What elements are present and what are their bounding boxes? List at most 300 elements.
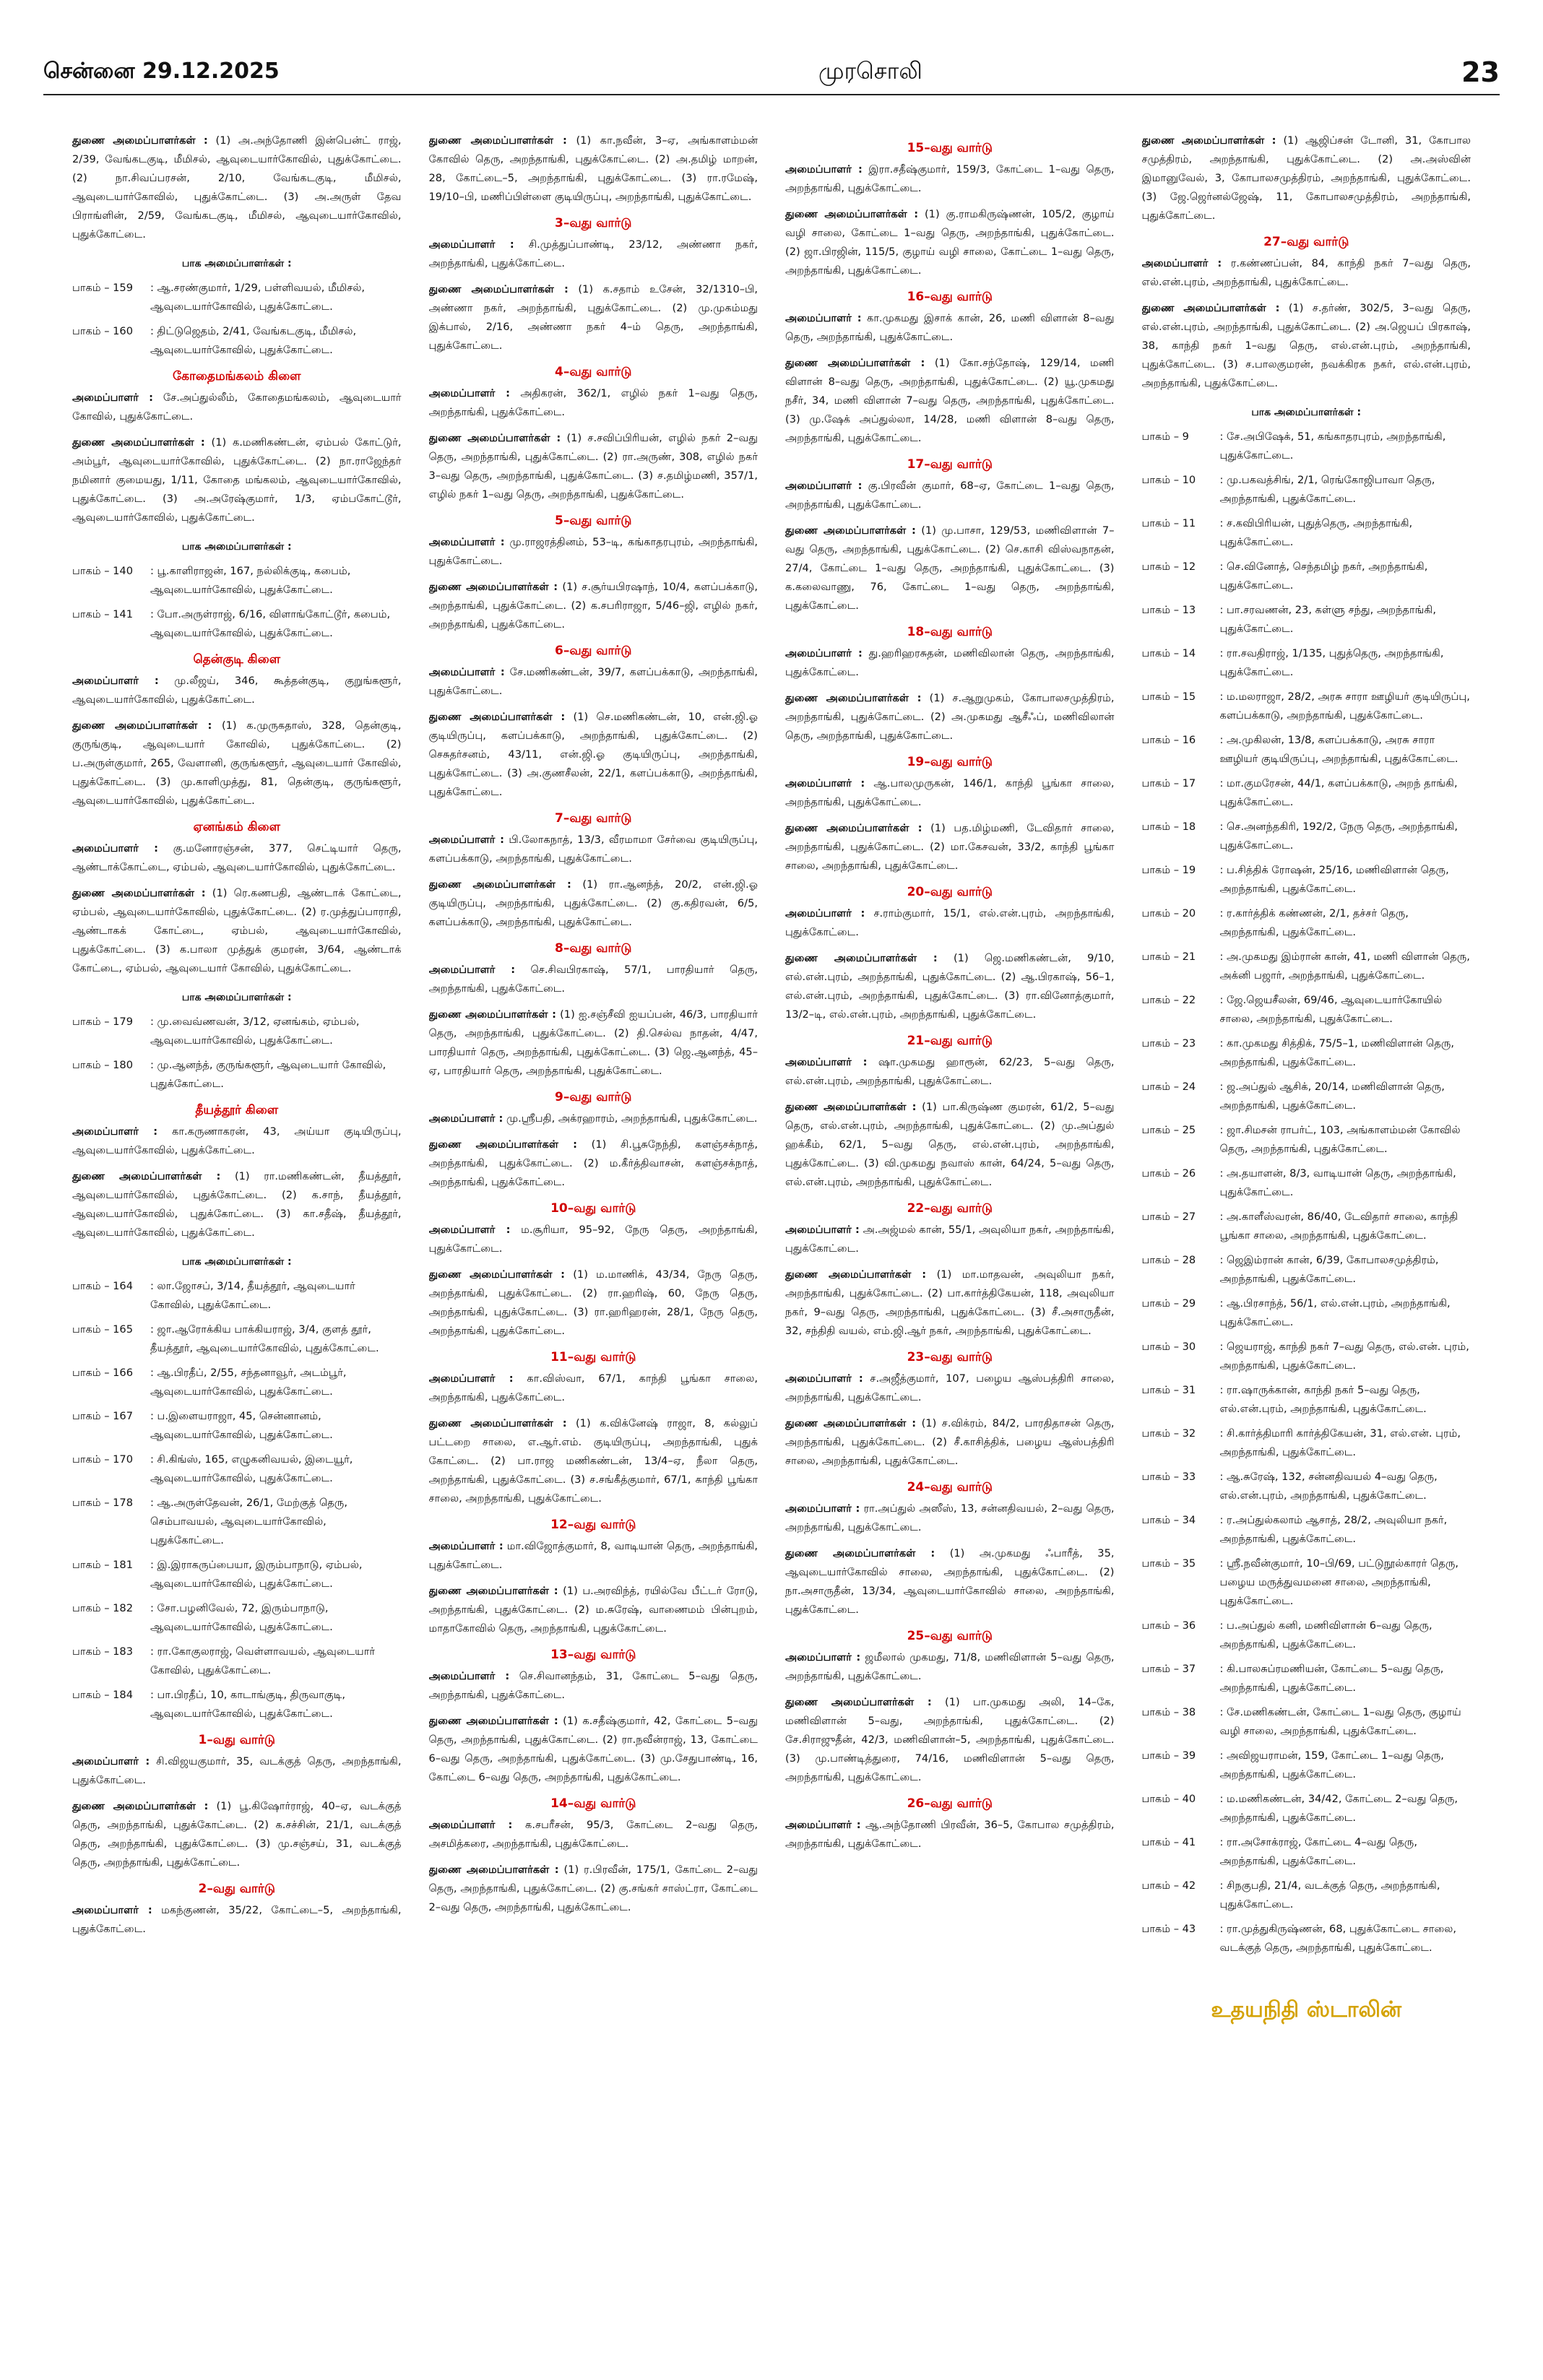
role-label: துணை அமைப்பாளர்கள் : (428, 1008, 556, 1021)
office-bearer-entry (72, 1122, 402, 1160)
booth-row (1142, 1078, 1471, 1115)
booth-number: பாகம் – 31 (1141, 1384, 1196, 1396)
role-label: அமைப்பாளர் : (785, 312, 862, 324)
booth-person: : சி.கிங்ஸ், 165, எழுகனிவயல், இடையூர், ஆவுடையார்கோவில், புதுக்கோட்டை. (150, 1453, 353, 1484)
entry-text: (1) க.மணிகண்டன், ஏம்பல் கோட்டுர், அம்பூர், ஆவுடையார்கோவில், புதுக்கோட்டை. (2) நா.ராஜேந்தர் நமினார் குமையது, 1/11, கோதை மங்கலம், ஆவுடையார்கோவில், புதுக்கோட்டை. (3) அ.அரேஷ்குமார், 1/3, ஏம்பகோட்டூர், ஆவுடையார்கோவில், புதுக்கோட்டை. (72, 436, 402, 524)
booth-person: : ர.அப்துல்கலாம் ஆசாத், 28/2, அவுலியா நகர், அறந்தாங்கி, புதுக்கோட்டை. (1219, 1514, 1448, 1545)
role-label: அமைப்பாளர் : (785, 1819, 861, 1831)
office-bearer-entry (785, 1414, 1115, 1471)
booth-person: : ர.கார்த்திக் கண்ணன், 2/1, தச்சர் தெரு, அறந்தாங்கி, புதுக்கோட்டை. (1219, 907, 1409, 938)
entry-text: (1) ச.ஆறுமுகம், கோபாலசமுத்திரம், அறந்தாங்கி, புதுக்கோட்டை. (2) அ.முகமது ஆசீஃப், மணிவிலான் தெரு, அறந்தாங்கி, புதுக்கோட்டை. (785, 692, 1115, 742)
booth-person: : ஆ.பிரசாந்த், 56/1, எல்.என்.புரம், அறந்தாங்கி, புதுக்கோட்டை. (1219, 1297, 1451, 1328)
booth-person: : ப.இளையராஜா, 45, சென்னானம், ஆவுடையார்கோவில், புதுக்கோட்டை. (150, 1410, 333, 1441)
booth-number: பாகம் – 25 (1141, 1124, 1196, 1136)
role-label: துணை அமைப்பாளர்கள் : (785, 524, 916, 537)
entry-text: இரா.சதீஷ்குமார், 159/3, கோட்டை 1–வது தெரு, அறந்தாங்கி, புதுக்கோட்டை. (785, 163, 1115, 194)
booth-number: பாகம் – 32 (1141, 1427, 1196, 1440)
entry-text: (1) அ.முகமது ஃபாரீத், 35, ஆவுடையார்கோவில் சாலை, அறந்தாங்கி, புதுக்கோட்டை. (2) நா.அசாருதீன், 13/34, ஆவுடையார்கோவில் சாலை, அறந்தாங்கி, புதுக்கோட்டை. (785, 1547, 1115, 1616)
issue-date: சென்னை 29.12.2025 (43, 58, 280, 84)
entry-text: ம.சூரியா, 95–92, நேரு தெரு, அறந்தாங்கி, புதுக்கோட்டை. (428, 1224, 758, 1255)
booth-row (1142, 904, 1471, 942)
booth-number: பாகம் – 167 (72, 1410, 133, 1422)
role-label: துணை அமைப்பாளர்கள் : (72, 719, 212, 732)
section-heading: 3–வது வார்டு (555, 216, 632, 230)
entry-text: (1) கா.நவீன், 3–ஏ, அங்காளம்மன் கோவில் தெரு, அறந்தாங்கி, புதுக்கோட்டை. (2) அ.தமிழ் மாறன், 28, கோட்டை–5, அறந்தாங்கி, புதுக்கோட்டை. (3) ரா.ரமேஷ், 19/10–பி, மணிப்பிள்ளை குடியிருப்பு, அறந்தாங்கி, புதுக்கோட்டை. (428, 134, 758, 203)
booth-number: பாகம் – 160 (72, 325, 133, 337)
entry-text: (1) ஜெ.மணிகண்டன், 9/10, எல்.என்.புரம், அறந்தாங்கி, புதுக்கோட்டை. (2) ஆ.பிரகாஷ், 56–1, எல்.என்.புரம், அறந்தாங்கி, புதுக்கோட்டை. (3) ரா.வினோத்குமார், 13/2–டி, எல்.என்.புரம், அறந்தாங்கி, புதுக்கோட்டை. (785, 952, 1115, 1021)
role-label: துணை அமைப்பாளர்கள் : (1141, 134, 1276, 147)
office-bearer-entry (785, 819, 1115, 875)
booth-number: பாகம் – 22 (1141, 994, 1196, 1006)
office-bearer-entry (72, 1797, 402, 1872)
role-label: அமைப்பாளர் : (428, 238, 514, 251)
booth-row (72, 1364, 402, 1401)
role-label: துணை அமைப்பாளர்கள் : (428, 711, 566, 723)
booth-person: : ஸ்ரீ.நவீன்குமார், 10–பி/69, பட்டுநூல்காரர் தெரு, பழைய மருத்துவமனை சாலை, அறந்தாங்கி, புதுக்கோட்டை. (1219, 1557, 1458, 1607)
entry-text: (1) க.முருகதாஸ், 328, தென்குடி, குருங்குடி, ஆவுடையார் கோவில், புதுக்கோட்டை. (2) ப.அருள்குமார், 265, வேளானி, குருங்களூர், ஆவுடையார் கோவில், புதுக்கோட்டை. (3) மு.காளிமுத்து, 81, தென்குடி, குருங்களூர், ஆவுடையார்கோவில், புதுக்கோட்டை. (72, 719, 402, 807)
booth-person: : சே.அபிஷேக், 51, கங்காதரபுரம், அறந்தாங்கி, புதுக்கோட்டை. (1219, 430, 1446, 462)
role-label: துணை அமைப்பாளர்கள் : (72, 436, 205, 449)
office-bearer-entry (429, 1667, 758, 1705)
section-heading: 8–வது வார்டு (555, 941, 632, 956)
section-heading: 15–வது வார்டு (907, 141, 993, 155)
role-label: அமைப்பாளர் : (785, 647, 863, 659)
entry-text: பி.லோகநாத், 13/3, வீரமாமா சேர்வை குடியிருப்பு, களப்பக்காடு, அறந்தாங்கி, புதுக்கோட்டை. (428, 834, 758, 865)
booth-number: பாகம் – 140 (72, 565, 133, 577)
booth-row (1142, 514, 1471, 552)
entry-text: ஆ.அந்தோணி பிரவீன், 36–5, கோபால சமுத்திரம், அறந்தாங்கி, புதுக்கோட்டை. (785, 1819, 1115, 1850)
booth-number: பாகம் – 23 (1141, 1037, 1196, 1050)
role-label: துணை அமைப்பாளர்கள் : (72, 1800, 209, 1812)
office-bearer-entry (785, 477, 1115, 514)
booth-number: பாகம் – 35 (1141, 1557, 1196, 1570)
role-label: அமைப்பாளர் : (785, 1224, 860, 1236)
booth-number: பாகம் – 38 (1141, 1706, 1196, 1718)
office-bearer-entry (785, 689, 1115, 745)
booth-person: : ஜ.அப்துல் ஆசிக், 20/14, மணிவிளான் தெரு, அறந்தாங்கி, புதுக்கோட்டை. (1219, 1081, 1445, 1112)
role-label: துணை அமைப்பாளர்கள் : (785, 1417, 917, 1429)
entry-text: ர.கண்ணப்பன், 84, காந்தி நகர் 7–வது தெரு, எல்.என்.புரம், அறந்தாங்கி, புதுக்கோட்டை. (1141, 257, 1471, 288)
booth-person: : மு.பகவத்சிங், 2/1, ரெங்கோஜிபாவா தெரு, அறந்தாங்கி, புதுக்கோட்டை. (1219, 474, 1435, 505)
booth-person: : கா.முகமது சித்திக், 75/5–1, மணிவிளான் தெரு, அறந்தாங்கி, புதுக்கோட்டை. (1219, 1037, 1455, 1068)
booth-number: பாகம் – 15 (1141, 691, 1196, 703)
section-heading: 10–வது வார்டு (550, 1201, 636, 1216)
role-label: துணை அமைப்பாளர்கள் : (428, 283, 569, 295)
booth-number: பாகம் – 20 (1141, 907, 1196, 919)
role-label: அமைப்பாளர் : (72, 675, 159, 687)
office-bearer-entry (429, 235, 758, 273)
booth-person: : மு.ஆனந்த், குருங்களூர், ஆவுடையார் கோவில், புதுக்கோட்டை. (150, 1059, 386, 1090)
section-heading: 25–வது வார்டு (907, 1629, 993, 1643)
entry-text: (1) க.விக்னேஷ் ராஜா, 8, கல்லுப் பட்டறை சாலை, எ.ஆர்.எம். குடியிருப்பு, அறந்தாங்கி, புதுக் கோட்டை. (2) பா.ராஜ மணிகண்டன், 13/4–ஏ, நீலா தெரு, அறந்தாங்கி, புதுக்கோட்டை. (3) ச.சங்கீத்குமார், 67/1, காந்தி பூங்கா சாலை, அறந்தாங்கி, புதுக்கோட்டை. (428, 1417, 758, 1505)
entry-text: ஆ.பாலமுருகன், 146/1, காந்தி பூங்கா சாலை, அறந்தாங்கி, புதுக்கோட்டை. (785, 777, 1115, 808)
office-bearer-entry (429, 131, 758, 207)
office-bearer-entry (785, 1816, 1115, 1853)
booth-person: : மு.வைவ்ணவன், 3/12, ஏனங்கம், ஏம்பல், ஆவுடையார்கோவில், புதுக்கோட்டை. (150, 1016, 360, 1047)
entry-text: ச.அஜீத்குமார், 107, பழைய ஆஸ்பத்திரி சாலை, அறந்தாங்கி, புதுக்கோட்டை. (785, 1372, 1115, 1403)
entry-text: (1) க.சதாம் உசேன், 32/1310–பி, அண்ணா நகர், அறந்தாங்கி, புதுக்கோட்டை. (2) மு.முகம்மது இக்பால், 2/16, அண்ணா நகர் 4–ம் தெரு, அறந்தாங்கி, புதுக்கோட்டை. (428, 283, 758, 352)
booth-number: பாகம் – 179 (72, 1016, 133, 1028)
office-bearer-entry (72, 1752, 402, 1790)
booth-row (72, 1056, 402, 1094)
role-label: அமைப்பாளர் : (1141, 257, 1222, 269)
booth-person: : செ.அனந்தகிரி, 192/2, நேரு தெரு, அறந்தாங்கி, புதுக்கோட்டை. (1219, 821, 1458, 852)
section-heading: 23–வது வார்டு (907, 1350, 993, 1364)
office-bearer-entry (429, 1816, 758, 1853)
booth-number: பாகம் – 33 (1141, 1471, 1196, 1483)
booth-row (1142, 1790, 1471, 1827)
section-heading: 4–வது வார்டு (555, 365, 632, 379)
booth-row (1142, 428, 1471, 465)
office-bearer-entry (785, 309, 1115, 347)
section-heading: 7–வது வார்டு (555, 811, 632, 826)
role-label: அமைப்பாளர் : (785, 1651, 861, 1663)
booth-person: : அ.முகிலன், 13/8, களப்பக்காடு, அரசு சாரா ஊழியர் குடியிருப்பு, அறந்தாங்கி, புதுக்கோட்டை. (1219, 734, 1458, 765)
entry-text: ரா.அப்துல் அஸீஸ், 13, சன்னதிவயல், 2–வது தெரு, அறந்தாங்கி, புதுக்கோட்டை. (785, 1502, 1115, 1533)
booth-person: : ரா.அசோக்ராஜ், கோட்டை 4–வது தெரு, அறந்தாங்கி, புதுக்கோட்டை. (1219, 1836, 1417, 1867)
booth-row (72, 279, 402, 316)
office-bearer-entry (429, 578, 758, 634)
office-bearer-entry (785, 949, 1115, 1024)
booth-person: : ப.சித்திக் ரோஷன், 25/16, மணிவிளான் தெரு, அறந்தாங்கி, புதுக்கோட்டை. (1219, 864, 1449, 895)
booth-row (1142, 644, 1471, 682)
role-label: துணை அமைப்பாளர்கள் : (785, 208, 919, 220)
booth-person: : ஜா.சிமசன் ராபர்ட், 103, அங்காளம்மன் கோவில் தெரு, அறந்தாங்கி, புதுக்கோட்டை. (1219, 1124, 1461, 1155)
role-label: அமைப்பாளர் : (72, 842, 158, 854)
entry-text: மா.விஜோத்குமார், 8, வாடியான் தெரு, அறந்தாங்கி, புதுக்கோட்டை. (428, 1540, 758, 1571)
section-heading: தீயத்தூர் கிளை (195, 1103, 279, 1117)
booth-person: : அவிஜயராமன், 159, கோட்டை 1–வது தெரு, அறந்தாங்கி, புதுக்கோட்டை. (1219, 1749, 1444, 1780)
booth-row (1142, 601, 1471, 639)
office-bearer-entry (429, 1414, 758, 1508)
section-heading: 20–வது வார்டு (907, 885, 993, 899)
booth-person: : இ.இராகருப்பையா, இரும்பாநாடு, ஏம்பல், ஆவுடையார்கோவில், புதுக்கோட்டை. (150, 1559, 363, 1590)
entry-text: (1) சி.பூசுநேந்தி, களஞ்சக்நாத், அறந்தாங்கி, புதுக்கோட்டை. (2) ம.கீர்த்திவாசன், களஞ்சக்நாத், அறந்தாங்கி, புதுக்கோட்டை. (428, 1138, 758, 1188)
office-bearer-entry (785, 1369, 1115, 1407)
booth-number: பாகம் – 36 (1141, 1619, 1196, 1632)
booth-row (1142, 1294, 1471, 1332)
entry-text: ச.ராம்குமார், 15/1, எல்.என்.புரம், அறந்தாங்கி, புதுக்கோட்டை. (785, 907, 1115, 938)
booth-number: பாகம் – 34 (1141, 1514, 1196, 1526)
role-label: அமைப்பாளர் : (785, 480, 863, 492)
booth-person: : மா.குமரேசன், 44/1, களப்பக்காடு, அறந் தாங்கி, புதுக்கோட்டை. (1219, 777, 1458, 808)
booth-number: பாகம் – 28 (1141, 1254, 1196, 1266)
office-bearer-entry (785, 354, 1115, 448)
role-label: அமைப்பாளர் : (72, 1125, 158, 1138)
article-columns (72, 131, 1471, 2342)
office-bearer-entry (785, 1221, 1115, 1258)
subheading: பாக அமைப்பாளர்கள் : (181, 541, 292, 553)
role-label: துணை அமைப்பாளர்கள் : (1141, 302, 1280, 314)
column-2 (429, 131, 758, 2342)
entry-text: (1) பா.முகமது அலி, 14–கே, மணிவிளான் 5–வது, அறந்தாங்கி, புதுக்கோட்டை. (2) சே.சிராஜுதீன், 42/3, மணிவிளான்–5, அறந்தாங்கி, புதுக்கோட்டை. (3) மு.பாண்டித்துரை, 74/16, மணிவிளான் 5–வது தெரு, அறந்தாங்கி, புதுக்கோட்டை. (785, 1696, 1115, 1783)
booth-number: பாகம் – 178 (72, 1497, 133, 1509)
booth-person: : ஆ.சுரேஷ், 132, சன்னதிவயல் 4–வது தெரு, எல்.என்.புரம், அறந்தாங்கி, புதுக்கோட்டை. (1219, 1471, 1438, 1502)
section-heading: 24–வது வார்டு (907, 1480, 993, 1494)
booth-row (1142, 991, 1471, 1029)
entry-text: ஜமீலால் முகமது, 71/8, மணிவிளான் 5–வது தெரு, அறந்தாங்கி, புதுக்கோட்டை. (785, 1651, 1115, 1682)
entry-text: (1) ச.சவிப்பிரியன், எழில் நகர் 2–வது தெரு, அறந்தாங்கி, புதுக்கோட்டை. (2) ரா.அருண், 308, எழில் நகர் 3–வது தெரு, அறந்தாங்கி, புதுக்கோட்டை. (3) ச.தமிழ்மணி, 357/1, எழில் நகர் 1–வது தெரு, அறந்தாங்கி, புதுக்கோட்டை. (428, 432, 758, 501)
page-number: 23 (1461, 56, 1500, 88)
entry-text: (1) கு.ராமகிருஷ்ணன், 105/2, குழாய் வழி சாலை, கோட்டை 1–வது தெரு, அறந்தாங்கி, புதுக்கோட்டை. (2) ஜா.பிரஜின், 115/5, குழாய் வழி சாலை, கோட்டை 1–வது தெரு, அறந்தாங்கி, புதுக்கோட்டை. (785, 208, 1115, 277)
booth-person: : பா.சரவணன், 23, கள்ளு சந்து, அறந்தாங்கி, புதுக்கோட்டை. (1219, 604, 1436, 635)
office-bearer-entry (429, 1861, 758, 1917)
entry-text: (1) பா.கிருஷ்ண குமரன், 61/2, 5–வது தெரு, எல்.என்.புரம், அறந்தாங்கி, புதுக்கோட்டை. (2) மு.அப்துல் ஹக்கீம், 62/1, 5–வது தெரு, எல்.என்.புரம், அறந்தாங்கி, புதுக்கோட்டை. (3) வி.முகமது நவாஸ் கான், 64/24, 5–வது தெரு, எல்.என்.புரம், அறந்தாங்கி, புதுக்கோட்டை. (785, 1101, 1115, 1188)
role-label: அமைப்பாளர் : (428, 1224, 511, 1236)
booth-person: : ரா.கோகுலராஜ், வெள்ளாவயல், ஆவுடையார் கோவில், புதுக்கோட்டை. (150, 1645, 376, 1676)
office-bearer-entry (429, 533, 758, 571)
booth-row (1142, 1338, 1471, 1375)
booth-number: பாகம் – 182 (72, 1602, 133, 1614)
role-label: அமைப்பாளர் : (785, 907, 865, 919)
role-label: துணை அமைப்பாளர்கள் : (785, 357, 925, 369)
booth-person: : ஆ.பிரதீப், 2/55, சந்தனாவூர், அடம்பூர், ஆவுடையார்கோவில், புதுக்கோட்டை. (150, 1367, 347, 1398)
entry-text: சி.முத்துப்பாண்டி, 23/12, அண்ணா நகர், அறந்தாங்கி, புதுக்கோட்டை. (428, 238, 758, 269)
section-heading: 6–வது வார்டு (555, 644, 632, 658)
booth-row (72, 1277, 402, 1315)
entry-text: (1) பத.மிழ்மணி, டேவிதார் சாலை, அறந்தாங்கி, புதுக்கோட்டை. (2) மா.கேசவன், 33/2, காந்தி பூங்கா சாலை, அறந்தாங்கி, புதுக்கோட்டை. (785, 822, 1115, 872)
role-label: அமைப்பாளர் : (72, 1755, 150, 1767)
role-label: துணை அமைப்பாளர்கள் : (72, 134, 208, 147)
entry-text: (1) ரா.மணிகண்டன், தீயத்தூர், ஆவுடையார்கோவில், புதுக்கோட்டை. (2) க.சாந், தீயத்தூர், ஆவுடையார்கோவில், புதுக்கோட்டை. (3) கா.சதீஷ், தீயத்தூர், ஆவுடையார்கோவில், புதுக்கோட்டை. (72, 1170, 402, 1239)
entry-text: கா.முகமது இசாக் கான், 26, மணி விளான் 8–வது தெரு, அறந்தாங்கி, புதுக்கோட்டை. (785, 312, 1115, 343)
entry-text: (1) கோ.சந்தோஷ், 129/14, மணி விளான் 8–வது தெரு, அறந்தாங்கி, புதுக்கோட்டை. (2) யூ.முகமது நசீர், 34, மணி விளான் 7–வது தெரு, அறந்தாங்கி, புதுக்கோட்டை. (3) மு.ஷேக் அப்துல்லா, 14/28, மணி விளான் 8–வது தெரு, அறந்தாங்கி, புதுக்கோட்டை. (785, 357, 1115, 444)
booth-person: : பா.பிரதீப், 10, காடாங்குடி, திருவாகுடி, ஆவுடையார்கோவில், புதுக்கோட்டை. (150, 1689, 345, 1720)
entry-text: மு.லீஜய், 346, கூத்தன்குடி, குறுங்களூர், ஆவுடையார்கோவில், புதுக்கோட்டை. (72, 675, 402, 706)
role-label: துணை அமைப்பாளர்கள் : (785, 952, 938, 964)
booth-row (1142, 1381, 1471, 1419)
booth-number: பாகம் – 43 (1141, 1923, 1196, 1935)
role-label: அமைப்பாளர் : (428, 1372, 514, 1385)
role-label: அமைப்பாளர் : (785, 1056, 868, 1068)
booth-row (1142, 818, 1471, 855)
section-heading: 2–வது வார்டு (198, 1882, 275, 1896)
role-label: துணை அமைப்பாளர்கள் : (72, 1170, 221, 1182)
entry-text: சி.விஜயகுமார், 35, வடக்குத் தெரு, அறந்தாங்கி, புதுக்கோட்டை. (72, 1755, 402, 1786)
booth-number: பாகம் – 9 (1141, 430, 1189, 443)
section-heading: 16–வது வார்டு (907, 290, 993, 304)
subheading: பாக அமைப்பாளர்கள் : (181, 992, 292, 1003)
entry-text: (1) செ.மணிகண்டன், 10, என்.ஜி.ஓ குடியிருப்பு, களப்பக்காடு, அறந்தாங்கி, புதுக்கோட்டை. (2) செசுதர்சனம், 43/11, என்.ஜி.ஓ குடியிருப்பு, அறந்தாங்கி, புதுக்கோட்டை. (3) அ.குணசீலன், 22/1, களப்பக்காடு, அறந்தாங்கி, புதுக்கோட்டை. (428, 711, 758, 798)
section-heading: 18–வது வார்டு (907, 625, 993, 639)
role-label: துணை அமைப்பாளர்கள் : (428, 581, 558, 593)
role-label: அமைப்பாளர் : (428, 1112, 503, 1125)
signature: உதயநிதி ஸ்டாலின் (1211, 1997, 1402, 2022)
role-label: துணை அமைப்பாளர்கள் : (428, 1585, 558, 1597)
booth-row (72, 1599, 402, 1637)
booth-number: பாகம் – 18 (1141, 821, 1196, 833)
role-label: அமைப்பாளர் : (428, 1540, 503, 1552)
office-bearer-entry (429, 429, 758, 504)
booth-person: : சி.கார்த்திமாரி கார்த்திகேயன், 31, எல்.என். புரம், அறந்தாங்கி, புதுக்கோட்டை. (1219, 1427, 1461, 1458)
office-bearer-entry (429, 1369, 758, 1407)
entry-text: மகந்குணன், 35/22, கோட்டை–5, அறந்தாங்கி, புதுக்கோட்டை. (72, 1904, 402, 1935)
office-bearer-entry (785, 522, 1115, 615)
booth-person: : கி.பாலசுப்ரமணியன், கோட்டை 5–வது தெரு, அறந்தாங்கி, புதுக்கோட்டை. (1219, 1663, 1444, 1694)
booth-number: பாகம் – 14 (1141, 647, 1196, 659)
office-bearer-entry (429, 708, 758, 802)
role-label: அமைப்பாளர் : (428, 387, 511, 399)
office-bearer-entry (785, 904, 1115, 942)
role-label: துணை அமைப்பாளர்கள் : (428, 1138, 577, 1151)
booth-number: பாகம் – 181 (72, 1559, 133, 1571)
column-4 (1142, 131, 1471, 2342)
role-label: துணை அமைப்பாளர்கள் : (785, 822, 922, 834)
booth-person: : ஜெயராஜ், காந்தி நகர் 7–வது தெரு, எல்.என். புரம், அறந்தாங்கி, புதுக்கோட்டை. (1219, 1341, 1469, 1372)
office-bearer-entry (72, 884, 402, 978)
booth-row (72, 1643, 402, 1680)
booth-row (72, 322, 402, 360)
booth-row (1142, 558, 1471, 595)
office-bearer-entry (785, 1500, 1115, 1537)
booth-row (1142, 1164, 1471, 1202)
entry-text: (1) ச.தர்ண், 302/5, 3–வது தெரு, எல்.என்.புரம், அறந்தாங்கி, புதுக்கோட்டை. (2) அ.ஜெயப் பிரகாஷ், 38, காந்தி நகர் 1–வது தெரு, எல்.என்.புரம், அறந்தாங்கி, புதுக்கோட்டை. (3) ச.பாலகுமரன், நவக்கிரக நகர், எல்.என்.புரம், அறந்தாங்கி, புதுக்கோட்டை. (1141, 302, 1471, 389)
role-label: துணை அமைப்பாளர்கள் : (428, 1715, 558, 1727)
booth-row (1142, 731, 1471, 769)
role-label: துணை அமைப்பாளர்கள் : (428, 1864, 559, 1876)
booth-row (1142, 774, 1471, 812)
entry-text: (1) அ.அந்தோணி இன்பென்ட் ராஜ், 2/39, வேங்கடகுடி, மீமிசல், ஆவுடையார்கோவில், புதுக்கோட்டை. (2) நா.சிவப்பரசன், 2/10, வேங்கடகுடி, மீமிசல், ஆவுடையார்கோவில், புதுக்கோட்டை. (3) அ.அருள் தேவ பிராங்ளின், 2/59, வேங்கடகுடி, மீமிசல், ஆவுடையார்கோவில், புதுக்கோட்டை. (72, 134, 402, 241)
booth-person: : சோ.பழனிவேல், 72, இரும்பாநாடு, ஆவுடையார்கோவில், புதுக்கோட்டை. (150, 1602, 333, 1633)
column-1 (72, 131, 402, 2342)
office-bearer-entry (785, 1648, 1115, 1686)
entry-text: (1) ர.பிரவீன், 175/1, கோட்டை 2–வது தெரு, அறந்தாங்கி, புதுக்கோட்டை. (2) கு.சங்கர் சாஸ்ட்ரா, கோட்டை 2–வது தெரு, அறந்தாங்கி, புதுக்கோட்டை. (428, 1864, 758, 1913)
section-heading: ஏனங்கம் கிளை (193, 820, 280, 834)
entry-text: (1) ப.அரவிந்த், ரயில்வே பீட்டர் ரோடு, அறந்தாங்கி, புதுக்கோட்டை. (2) ம.சுரேஷ், வாணைமம் பின்புறம், மாதாகோவில் தெரு, அறந்தாங்கி, புதுக்கோட்டை. (428, 1585, 758, 1635)
entry-text: கா.விஸ்வா, 67/1, காந்தி பூங்கா சாலை, அறந்தாங்கி, புதுக்கோட்டை. (428, 1372, 758, 1403)
office-bearer-entry (72, 672, 402, 709)
booth-person: : சிநகுபதி, 21/4, வடக்குத் தெரு, அறந்தாங்கி, புதுக்கோட்டை. (1219, 1879, 1440, 1911)
section-heading: 1–வது வார்டு (198, 1733, 275, 1747)
booth-number: பாகம் – 41 (1141, 1836, 1196, 1848)
booth-number: பாகம் – 183 (72, 1645, 133, 1658)
office-bearer-entry (429, 1221, 758, 1258)
entry-text: (1) ரா.ஆனந்த், 20/2, என்.ஜி.ஓ குடியிருப்பு, அறந்தாங்கி, புதுக்கோட்டை. (2) கு.கதிரவன், 6/5, களப்பக்காடு, அறந்தாங்கி, புதுக்கோட்டை. (428, 878, 758, 928)
entry-text: ஷா.முகமது ஹாரூன், 62/23, 5–வது தெரு, எல்.என்.புரம், அறந்தாங்கி, புதுக்கோட்டை. (785, 1056, 1115, 1087)
booth-number: பாகம் – 29 (1141, 1297, 1196, 1310)
role-label: அமைப்பாளர் : (785, 163, 863, 176)
booth-person: : அ.காளீஸ்வரன், 86/40, டேவிதார் சாலை, காந்தி பூங்கா சாலை, அறந்தாங்கி, புதுக்கோட்டை. (1219, 1211, 1458, 1242)
booth-number: பாகம் – 26 (1141, 1167, 1196, 1180)
entry-text: (1) க.சதீஷ்குமார், 42, கோட்டை 5–வது தெரு, அறந்தாங்கி, புதுக்கோட்டை. (2) ரா.நவீன்ராஜ், 13, கோட்டை 6–வது தெரு, அறந்தாங்கி, புதுக்கோட்டை. (3) மு.சேதுபாண்டி, 16, கோட்டை 6–வது தெரு, அறந்தாங்கி, புதுக்கோட்டை. (428, 1715, 758, 1783)
booth-person: : லா.ஜோசப், 3/14, தீயத்தூர், ஆவுடையார் கோவில், புதுக்கோட்டை. (150, 1280, 355, 1311)
booth-person: : ச.கவிபிரியன், புதுத்தெரு, அறந்தாங்கி, புதுக்கோட்டை. (1219, 517, 1413, 548)
booth-row (1142, 1468, 1471, 1505)
booth-row (72, 1494, 402, 1550)
column-3 (785, 131, 1115, 2342)
booth-number: பாகம் – 37 (1141, 1663, 1196, 1675)
booth-row (1142, 1424, 1471, 1462)
entry-text: அதிகரன், 362/1, எழில் நகர் 1–வது தெரு, அறந்தாங்கி, புதுக்கோட்டை. (428, 387, 758, 418)
masthead (43, 51, 1500, 95)
booth-number: பாகம் – 159 (72, 282, 133, 294)
role-label: துணை அமைப்பாளர்கள் : (785, 1268, 927, 1281)
booth-row (1142, 1121, 1471, 1159)
booth-number: பாகம் – 40 (1141, 1793, 1196, 1805)
office-bearer-entry (785, 1544, 1115, 1619)
booth-number: பாகம் – 166 (72, 1367, 133, 1379)
office-bearer-entry (72, 389, 402, 426)
booth-number: பாகம் – 180 (72, 1059, 133, 1071)
section-heading: 14–வது வார்டு (550, 1796, 636, 1811)
office-bearer-entry (1142, 131, 1471, 225)
entry-text: அ.அஜ்மல் கான், 55/1, அவுலியா நகர், அறந்தாங்கி, புதுக்கோட்டை. (785, 1224, 1115, 1255)
office-bearer-entry (429, 1005, 758, 1081)
entry-text: (1) ஆஜிப்சன் டோனி, 31, கோபால சமுத்திரம், அறந்தாங்கி, புதுக்கோட்டை. (2) அ.அஸ்வின் இமானுவேல், 3, கோபாலசமுத்திரம், அறந்தாங்கி, புதுக்கோட்டை. (3) ஜே.ஜெர்னல்ஜேஷ், 11, கோபாலசமுத்திரம், அறந்தாங்கி, புதுக்கோட்டை. (1141, 134, 1471, 222)
section-heading: 19–வது வார்டு (907, 755, 993, 769)
office-bearer-entry (785, 1265, 1115, 1341)
booth-row (1142, 861, 1471, 899)
office-bearer-entry (429, 1265, 758, 1341)
role-label: அமைப்பாளர் : (428, 1670, 510, 1682)
booth-row (1142, 1617, 1471, 1654)
office-bearer-entry (72, 1901, 402, 1939)
office-bearer-entry (785, 1098, 1115, 1192)
office-bearer-entry (429, 280, 758, 355)
section-heading: 11–வது வார்டு (550, 1350, 636, 1364)
booth-person: : ப.அப்துல் கனி, மணிவிளான் 6–வது தெரு, அறந்தாங்கி, புதுக்கோட்டை. (1219, 1619, 1432, 1650)
booth-person: : ஆ.சரண்குமார், 1/29, பள்ளிவயல், மீமிசல், ஆவுடையார்கோவில், புதுக்கோட்டை. (150, 282, 366, 313)
role-label: அமைப்பாளர் : (785, 777, 865, 789)
booth-person: : ஜெஇம்ரான் கான், 6/39, கோபாலசமுத்திரம், அறந்தாங்கி, புதுக்கோட்டை. (1219, 1254, 1439, 1285)
booth-row (1142, 471, 1471, 509)
booth-number: பாகம் – 27 (1141, 1211, 1196, 1223)
booth-person: : அ.தயாளன், 8/3, வாடியான் தெரு, அறந்தாங்கி, புதுக்கோட்டை. (1219, 1167, 1456, 1198)
section-heading: 9–வது வார்டு (555, 1090, 632, 1104)
office-bearer-entry (72, 131, 402, 244)
entry-text: (1) மா.மாதவன், அவுலியா நகர், அறந்தாங்கி, புதுக்கோட்டை. (2) பா.கார்த்திகேயன், 118, அவுலியா நகர், 9–வது தெரு, அறந்தாங்கி, புதுக்கோட்டை. (3) சீ.அசாருதீன், 32, சந்திதி வயல், எம்.ஜி.ஆர் நகர், அறந்தாங்கி, புதுக்கோட்டை. (785, 1268, 1115, 1337)
entry-text: கு.மனோரஞ்சன், 377, செட்டியார் தெரு, ஆண்டாக்கோட்டை, ஏம்பல், ஆவுடையார்கோவில், புதுக்கோட்டை. (72, 842, 402, 873)
booth-number: பாகம் – 11 (1141, 517, 1196, 529)
section-heading: 26–வது வார்டு (907, 1796, 993, 1811)
booth-number: பாகம் – 21 (1141, 951, 1196, 963)
booth-row (1142, 1660, 1471, 1697)
entry-text: (1) ம.மாணிக், 43/34, நேரு தெரு, அறந்தாங்கி, புதுக்கோட்டை. (2) ரா.ஹரிஷ், 60, நேரு தெரு, அறந்தாங்கி, புதுக்கோட்டை. (3) ரா.ஹரிஹரன், 28/1, நேரு தெரு, அறந்தாங்கி, புதுக்கோட்டை. (428, 1268, 758, 1337)
booth-person: : ஜா.ஆரோக்கிய பாக்கியராஜ், 3/4, குளத் தூர், தீயத்தூர், ஆவுடையார்கோவில், புதுக்கோட்டை. (150, 1323, 379, 1354)
booth-row (1142, 948, 1471, 985)
office-bearer-entry (785, 1693, 1115, 1787)
office-bearer-entry (429, 875, 758, 932)
booth-row (1142, 1877, 1471, 1914)
booth-number: பாகம் – 164 (72, 1280, 133, 1292)
section-heading: 5–வது வார்டு (555, 514, 632, 528)
booth-number: பாகம் – 184 (72, 1689, 133, 1701)
booth-number: பாகம் – 10 (1141, 474, 1196, 486)
booth-row (72, 562, 402, 600)
role-label: துணை அமைப்பாளர்கள் : (428, 878, 571, 891)
role-label: துணை அமைப்பாளர்கள் : (785, 1696, 932, 1708)
booth-row (72, 1013, 402, 1050)
office-bearer-entry (72, 839, 402, 877)
booth-row (1142, 1554, 1471, 1611)
office-bearer-entry (429, 1537, 758, 1575)
booth-row (72, 1686, 402, 1723)
office-bearer-entry (785, 160, 1115, 198)
entry-text: மு.ராஜரத்தினம், 53–டி, கங்காதரபுரம், அறந்தாங்கி, புதுக்கோட்டை. (428, 536, 758, 567)
role-label: துணை அமைப்பாளர்கள் : (785, 692, 922, 704)
office-bearer-entry (429, 1582, 758, 1638)
booth-number: பாகம் – 30 (1141, 1341, 1196, 1353)
office-bearer-entry (429, 1135, 758, 1192)
office-bearer-entry (785, 644, 1115, 682)
booth-person: : பூ.காளிராஜன், 167, நல்லிக்குடி, கபைம், ஆவுடையார்கோவில், புதுக்கோட்டை. (150, 565, 351, 596)
booth-person: : ஆ.அருள்தேவன், 26/1, மேற்குத் தெரு, செம்பாவயல், ஆவுடையார்கோவில், புதுக்கோட்டை. (150, 1497, 347, 1546)
booth-person: : அ.முகமது இம்ரான் கான், 41, மணி விளான் தெரு, அக்னி பஜார், அறந்தாங்கி, புதுக்கோட்டை. (1219, 951, 1470, 982)
booth-person: : செ.வினோத், செந்தமிழ் நகர், அறந்தாங்கி, புதுக்கோட்டை. (1219, 561, 1428, 592)
role-label: அமைப்பாளர் : (72, 391, 154, 404)
booth-person: : ஜே.ஜெயசீலன், 69/46, ஆவுடையார்கோயில் சாலை, அறந்தாங்கி, புதுக்கோட்டை. (1219, 994, 1443, 1025)
booth-number: பாகம் – 170 (72, 1453, 133, 1466)
